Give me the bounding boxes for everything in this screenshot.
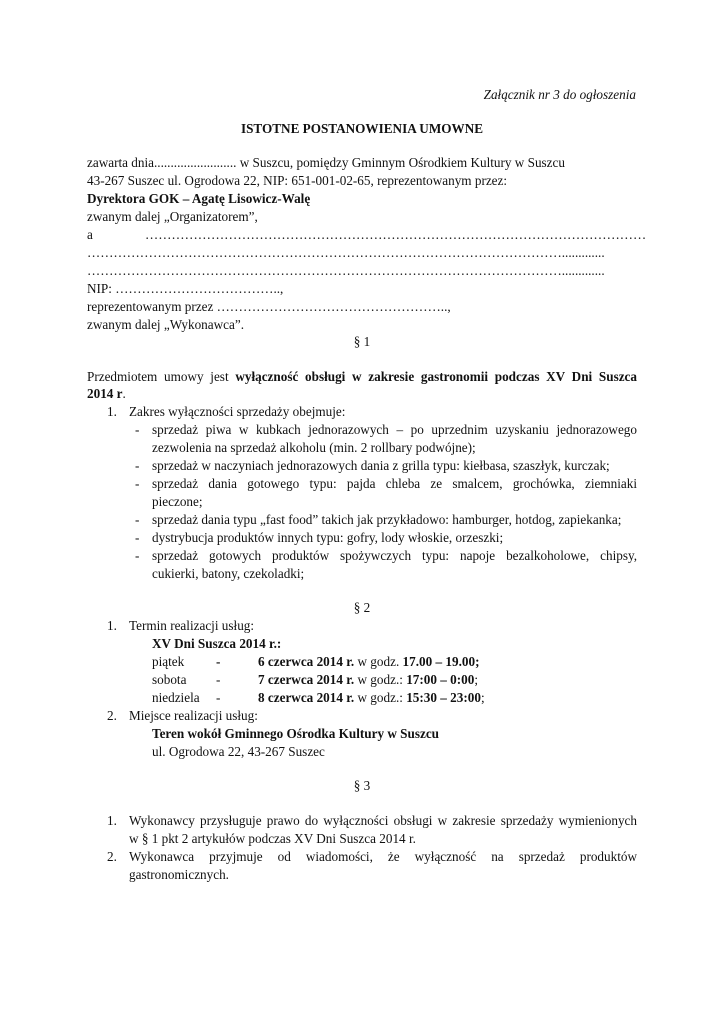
s3-item-2-number: 2. [107,849,117,864]
subject-text: Przedmiotem umowy jest [87,369,229,384]
s2-item-2-text: Miejsce realizacji usług: [129,708,258,723]
s2-item-1-text: Termin realizacji usług: [129,618,255,633]
schedule-entry [258,672,478,688]
section-2-heading: § 2 [353,600,371,615]
schedule-time: 17:00 – 0:00 [406,672,475,687]
bullet-fast-food: sprzedaż dania typu „fast food” takich jak przykładowo: hamburger, hotdog, zapiekanka; [152,512,622,527]
bullet-packaged-2: cukierki, batony, czekoladki; [152,566,305,581]
bullet-dash: - [135,458,140,473]
contractor-line: zwanym dalej „Wykonawca”. [87,317,245,332]
schedule-sep: - [216,690,221,705]
schedule-sep: - [216,654,221,669]
s1-item-1-text: Zakres wyłączności sprzedaży obejmuje: [129,404,346,419]
schedule-date: 6 czerwca 2014 r. [258,654,355,669]
schedule-date: 8 czerwca 2014 r. [258,690,355,705]
schedule-day: sobota [152,672,187,687]
intro-line-2: 43-267 Suszec ul. Ogrodowa 22, NIP: 651-001-02-65, reprezentowanym przez: [87,173,508,188]
schedule-entry [258,690,485,706]
represented-line: reprezentowanym przez …………………………………………….., [87,299,451,314]
section-1-heading: § 1 [353,334,371,349]
s3-item-1-number: 1. [107,813,117,828]
bullet-dash: - [135,530,140,545]
subject-bold: wyłączność obsługi w zakresie gastronomii podczas XV Dni Suszca [235,369,637,384]
dots-line-3: ………………………………………………………………………………………………............. [87,263,605,278]
nip-line: NIP: ……………………………….., [87,281,284,296]
subject-year: 2014 r [87,386,123,401]
s2-item-2-number: 2. [107,708,117,723]
subject-line-2 [87,386,126,402]
s3-item-2-line-1: Wykonawca przyjmuje od wiadomości, że wyłączność na sprzedaż produktów [129,849,637,864]
party-a-dots: …………………………………………………………………………………………………… [145,227,647,242]
bullet-grill: sprzedaż w naczyniach jednorazowych dania z grilla typu: kiełbasa, szaszłyk, kurczak; [152,458,610,473]
s2-item-1-number: 1. [107,618,117,633]
schedule-time: 15:30 – 23:00 [406,690,481,705]
s1-item-1-number: 1. [107,404,117,419]
schedule-mid: w godz. [354,654,403,669]
venue-name: Teren wokół Gminnego Ośrodka Kultury w Suszcu [152,726,440,741]
director-line: Dyrektora GOK – Agatę Lisowicz-Walę [87,191,311,206]
organizer-line: zwanym dalej „Organizatorem”, [87,209,258,224]
bullet-ready-meal-2: pieczone; [152,494,203,509]
schedule-sep: - [216,672,221,687]
schedule-tail: ; [474,672,479,687]
bullet-beer-2: zezwolenia na sprzedaż alkoholu (min. 2 rollbary podwójne); [152,440,476,455]
bullet-dash: - [135,422,140,437]
s3-item-1-line-1: Wykonawcy przysługuje prawo do wyłączności obsługi w zakresie sprzedaży wymienionych [129,813,637,828]
bullet-dash: - [135,548,140,563]
schedule-mid: w godz.: [354,690,407,705]
s3-item-2-line-2: gastronomicznych. [129,867,229,882]
bullet-other-products: dystrybucja produktów innych typu: gofry, lody włoskie, orzeszki; [152,530,504,545]
subject-end: . [122,386,126,401]
s3-item-1-line-2: w § 1 pkt 2 artykułów podczas XV Dni Suszca 2014 r. [129,831,416,846]
party-a-label: a [87,227,93,242]
venue-address: ul. Ogrodowa 22, 43-267 Suszec [152,744,325,759]
bullet-beer-1: sprzedaż piwa w kubkach jednorazowych – po uprzednim uzyskaniu jednorazowego [152,422,637,437]
bullet-dash: - [135,512,140,527]
schedule-tail: ; [480,690,485,705]
bullet-packaged-1: sprzedaż gotowych produktów spożywczych typu: napoje bezalkoholowe, chipsy, [152,548,637,563]
intro-line-1: zawarta dnia......................... w Suszcu, pomiędzy Gminnym Ośrodkiem Kultury w Suszcu [87,155,565,170]
schedule-day: niedziela [152,690,200,705]
schedule-day: piątek [152,654,185,669]
schedule-mid: w godz.: [354,672,407,687]
attachment-note: Załącznik nr 3 do ogłoszenia [483,87,636,102]
section-3-heading: § 3 [353,778,371,793]
schedule-date: 7 czerwca 2014 r. [258,672,355,687]
dots-line-2: ………………………………………………………………………………………………............. [87,245,605,260]
event-name: XV Dni Suszca 2014 r.: [152,636,282,651]
bullet-ready-meal-1: sprzedaż dania gotowego typu: pajda chleba ze smalcem, grochówka, ziemniaki [152,476,637,491]
subject-line-1 [87,369,637,385]
document-title: ISTOTNE POSTANOWIENIA UMOWNE [240,121,484,136]
schedule-entry [258,654,479,670]
schedule-time: 17.00 – 19.00; [402,654,480,669]
bullet-dash: - [135,476,140,491]
